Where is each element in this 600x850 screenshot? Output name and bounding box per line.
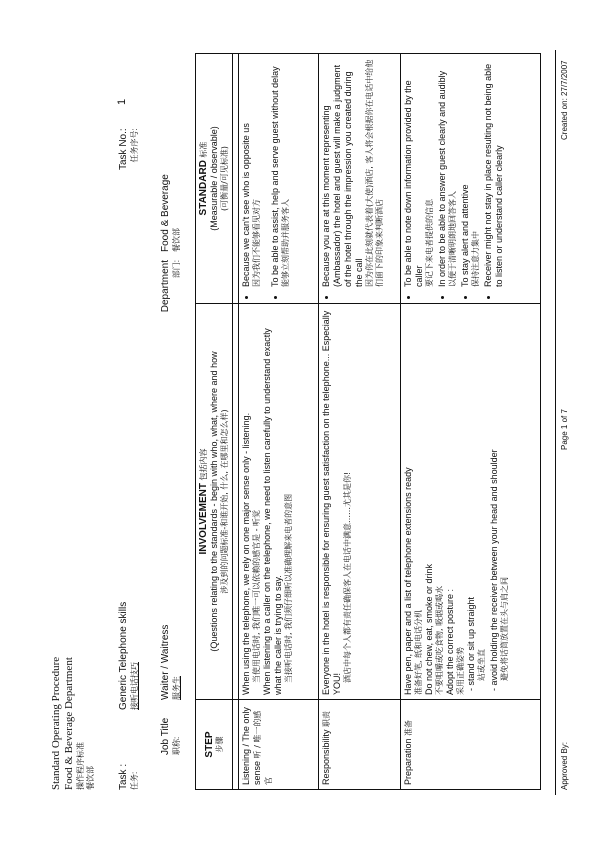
header-department-zh: 餐饮部	[86, 766, 95, 790]
list-item: • In order to be able to answer guest clearly and audibly 以便于清晰明朗地回答客人	[437, 58, 458, 287]
department-value: Food & Beverage 餐饮部	[160, 174, 181, 252]
header-standard: STANDARD 标准 (Measurable / observable) (可衡量/可见标准)	[196, 54, 233, 304]
job-title-label: Job Title 职称:	[160, 717, 181, 755]
footer-approved: Approved By:	[560, 741, 569, 790]
standard-list	[241, 58, 291, 299]
sop-table	[195, 53, 541, 790]
standard-cell	[401, 54, 541, 304]
header-step: STEP 步骤	[196, 700, 233, 790]
header-title-zh: 操作程序标准	[76, 742, 85, 790]
footer-page-number: Page 1 of 7	[560, 409, 569, 450]
involvement-cell: When using the telephone, we rely on one major sense only - listening. 当使用电话时, 我们唯一可以依赖的感官是 - 听觉 When listening to a caller on the telephone, we need to listen carefully to understand exactly what the caller is trying to say. 当接听电话时, 我们须仔细听以准确理解来电者的意图	[239, 304, 319, 700]
footer-created-date: Created on: 27/7/2007	[560, 60, 569, 140]
table-row	[319, 54, 401, 790]
header-involvement: INVOLVEMENT 包括内容 (Questions relating to the standards - begin with who, what, where and how 涉及到的问题标准-和谁开始, 什么, 在哪里和怎么样)	[196, 304, 233, 700]
list-item: • Because we can't see who is opposite us 因为我们不能够看见对方	[241, 58, 262, 287]
list-item: • Because you are at this moment representing (Ambassador) the hotel and guest will make a judgment of the hotel through the impression you created during the call 因为你在此刻就代表着(大使)酒店, 客人将会根据你在电话中给他们留下的印象来判断酒店	[321, 58, 385, 287]
list-item: • To stay alert and attentive 保持注意力集中	[460, 58, 481, 287]
task-label: Task : 任务:	[118, 763, 139, 790]
document-header	[50, 50, 96, 790]
list-item: • To be able to assist, help and serve guest without delay 能够立刻帮助并服务客人	[270, 58, 291, 287]
standard-cell	[319, 54, 401, 304]
list-item: • Receiver might not stay in place resulting not being able to listen or understand caller clearly	[483, 58, 505, 287]
table-row	[239, 54, 319, 790]
table-header-row	[196, 54, 233, 790]
list-item: - avoid holding the receiver between your head and shoulder 避免将话筒放置在头与肩之间	[489, 308, 510, 681]
list-item: - stand or sit up straight 站或坐直	[466, 308, 487, 681]
standard-cell	[239, 54, 319, 304]
step-cell: Responsibility 职责	[319, 700, 401, 790]
standard-list	[321, 58, 385, 299]
standard-list	[403, 58, 505, 299]
department-label: Department 部门:	[160, 260, 181, 313]
step-cell: Preparation 准备	[401, 700, 541, 790]
header-department: Food & Beverage Department	[63, 657, 75, 790]
posture-list	[466, 308, 510, 695]
task-number-value: 1	[116, 98, 128, 105]
task-value: Generic Telephone skills 接听电话技巧	[118, 601, 139, 710]
task-number-label: Task No.: 任务序号:	[118, 128, 139, 170]
involvement-cell: Everyone in the hotel is responsible for ensuring guest satisfaction on the telephone... Especially YOU! 酒店中每个人都有责任确保客人在电话中满意……尤其是你!	[319, 304, 401, 700]
step-cell: Listening / The only sense 听 / 唯一的感官	[239, 700, 319, 790]
table-row	[401, 54, 541, 790]
list-item: • To be able to note down information provided by the caller 要记下来电者提供的信息	[403, 58, 435, 287]
involvement-cell: Have pen, paper and a list of telephone extensions ready 准备好笔, 纸和电话分机 Do not chew, eat, smoke or drink 不要咀嚼或吃食物, 吸烟或喝水 Adopt the correct posture : 采用正确姿势 - stand or sit up straight 站或坐直 - avoid holding the receiver between your head and shoulder 避免将话筒放置在头与肩之间	[401, 304, 541, 700]
header-title: Standard Operating Procedure	[50, 656, 62, 790]
job-title-value: Waiter / Waitress 服务生	[160, 624, 181, 700]
